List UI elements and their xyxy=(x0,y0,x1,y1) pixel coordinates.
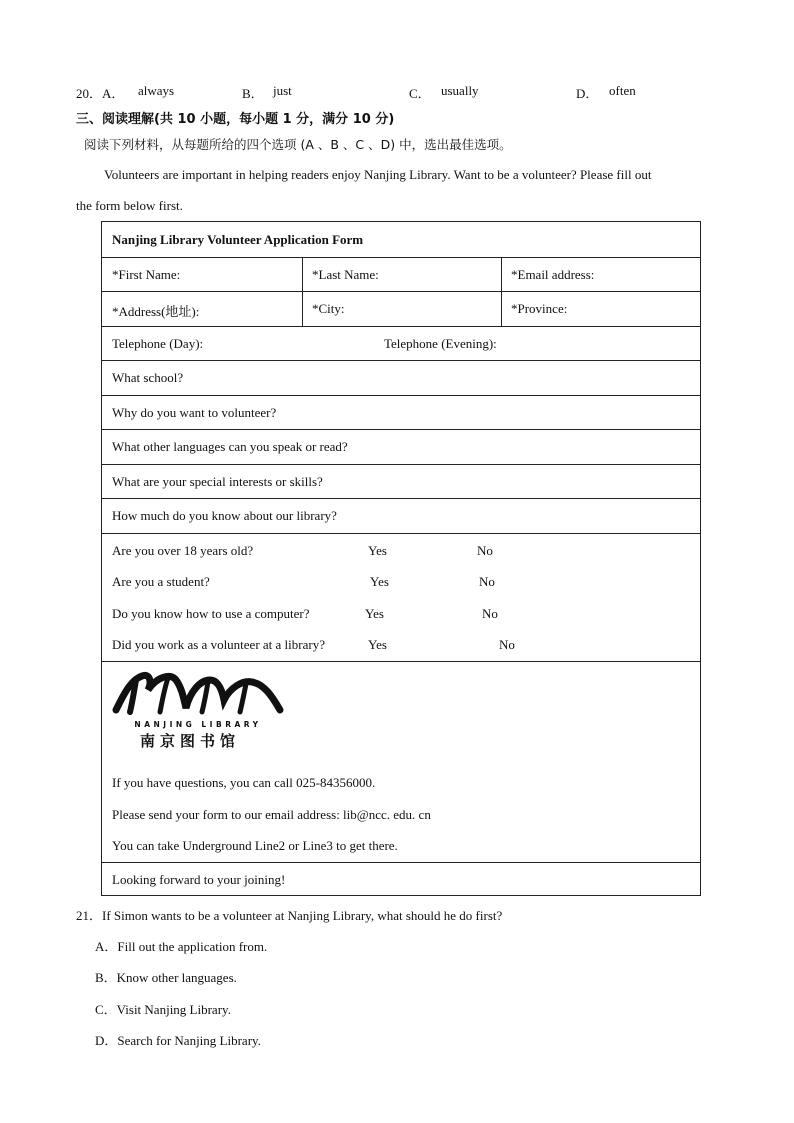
yes-option: Yes xyxy=(370,574,389,589)
form-closing: Looking forward to your joining! xyxy=(112,872,286,887)
q20-option-c-label: C． xyxy=(409,86,431,101)
question-languages: What other languages can you speak or read? xyxy=(112,439,348,454)
q20-option-b: just xyxy=(273,83,292,98)
q21-stem: 21．If Simon wants to be a volunteer at Nanjing Library, what should he do first? xyxy=(76,908,503,923)
yes-no-question: Did you work as a volunteer at a library? xyxy=(112,637,325,652)
nanjing-library-logo xyxy=(112,670,284,750)
library-logo-icon xyxy=(112,670,284,750)
city-field: *City: xyxy=(312,301,345,316)
no-option: No xyxy=(499,637,515,652)
question-why-volunteer: Why do you want to volunteer? xyxy=(112,405,277,420)
q20-option-d-label: D． xyxy=(576,86,599,101)
info-phone: If you have questions, you can call 025-84356000. xyxy=(112,775,376,790)
question-school: What school? xyxy=(112,370,184,385)
q20-number: 20．A． xyxy=(76,86,125,101)
application-form xyxy=(101,221,701,896)
yes-option: Yes xyxy=(365,606,384,621)
yes-option: Yes xyxy=(368,637,387,652)
logo-english-text: NANJING LIBRARY xyxy=(134,720,262,729)
section-title: 三、阅读理解(共 10 小题，每小题 1 分，满分 10 分) xyxy=(76,112,395,127)
first-name-field: *First Name: xyxy=(112,267,181,282)
yes-no-question: Do you know how to use a computer? xyxy=(112,606,310,621)
yes-no-question: Are you over 18 years old? xyxy=(112,543,254,558)
yes-option: Yes xyxy=(368,543,387,558)
telephone-day-field: Telephone (Day): xyxy=(112,336,204,351)
q21-option-c: C．Visit Nanjing Library. xyxy=(95,1002,231,1017)
passage-line-1: Volunteers are important in helping readers enjoy Nanjing Library. Want to be a volunteer? Please fill out xyxy=(104,167,652,182)
q20-option-d: often xyxy=(609,83,636,98)
logo-chinese-text: 南京图书馆 xyxy=(139,732,241,750)
q21-option-b: B．Know other languages. xyxy=(95,970,237,985)
info-underground: You can take Underground Line2 or Line3 to get there. xyxy=(112,838,398,853)
passage-line-2: the form below first. xyxy=(76,198,183,213)
telephone-evening-field: Telephone (Evening): xyxy=(384,336,497,351)
q20-option-b-label: B． xyxy=(242,86,264,101)
no-option: No xyxy=(477,543,493,558)
section-instruction: 阅读下列材料，从每题所给的四个选项 (A 、B 、C 、D) 中，选出最佳选项。 xyxy=(84,137,512,152)
email-field: *Email address: xyxy=(511,267,595,282)
address-field: *Address(地址): xyxy=(112,304,200,319)
province-field: *Province: xyxy=(511,301,568,316)
q21-option-a: A．Fill out the application from. xyxy=(95,939,268,954)
question-interests: What are your special interests or skills? xyxy=(112,474,323,489)
info-email: Please send your form to our email address: lib@ncc. edu. cn xyxy=(112,807,431,822)
no-option: No xyxy=(479,574,495,589)
form-title: Nanjing Library Volunteer Application Form xyxy=(112,232,364,247)
q20-option-c: usually xyxy=(441,83,479,98)
yes-no-question: Are you a student? xyxy=(112,574,210,589)
no-option: No xyxy=(482,606,498,621)
q20-option-a: always xyxy=(138,83,175,98)
question-library-knowledge: How much do you know about our library? xyxy=(112,508,337,523)
last-name-field: *Last Name: xyxy=(312,267,379,282)
q21-option-d: D．Search for Nanjing Library. xyxy=(95,1033,261,1048)
